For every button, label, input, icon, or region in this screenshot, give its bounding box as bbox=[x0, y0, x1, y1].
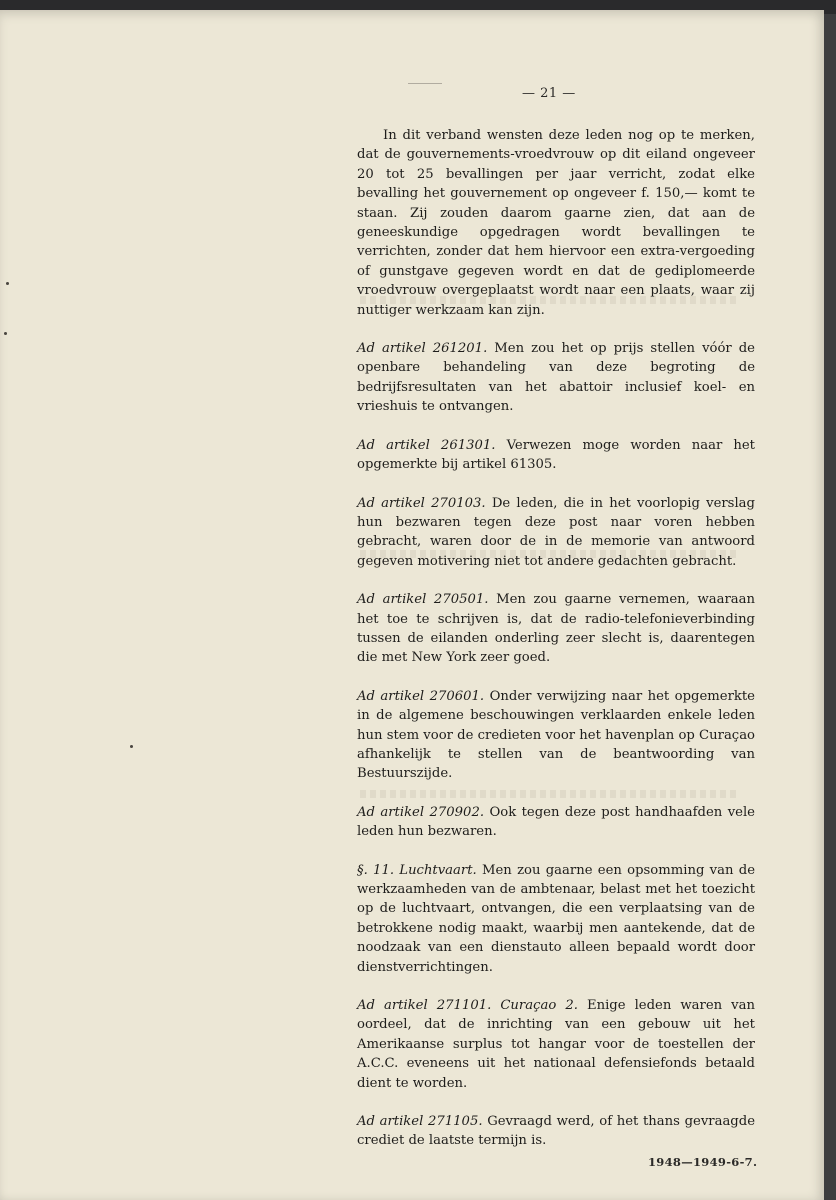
article-reference: Ad artikel 270902. bbox=[357, 804, 485, 820]
header-rule bbox=[408, 83, 442, 84]
paragraph bbox=[357, 861, 755, 977]
article-reference: Ad artikel 270103. bbox=[357, 495, 486, 511]
paragraph bbox=[357, 126, 755, 320]
margin-speck bbox=[130, 745, 133, 748]
body-text bbox=[357, 126, 758, 1170]
paragraph bbox=[357, 436, 755, 475]
paragraph bbox=[357, 687, 755, 784]
article-reference: Ad artikel 271105. bbox=[357, 1114, 483, 1130]
paragraph-text: In dit verband wensten deze leden nog op te merken, dat de gouvernements-vroedvrouw op dit eiland ongeveer 20 tot 25 bevallingen per jaar verricht, zodat elke bevalling het gouvernement op ongeveer f. 150,— komt te staan. Zij zouden daarom gaarne zien, dat aan de geneeskundige opgedragen wordt bevallingen te verrichten, zonder dat hem hiervoor een extra-vergoeding of gunstgave gegeven wordt en dat de gediplomeerde vroedvrouw overgeplaatst wordt naar een plaats, waar zij nuttiger werkzaam kan zijn. bbox=[357, 128, 755, 318]
paragraph-text: Verwezen moge worden naar het opgemerkte bij artikel 61305. bbox=[357, 437, 755, 473]
document-page bbox=[0, 10, 824, 1200]
paragraph bbox=[357, 494, 755, 572]
paragraph bbox=[357, 996, 755, 1093]
section-heading: §. 11. Luchtvaart. bbox=[357, 862, 477, 878]
article-reference: Ad artikel 270501. bbox=[357, 592, 489, 608]
print-code: 1948—1949-6-7. bbox=[648, 1155, 758, 1169]
paragraph bbox=[357, 1112, 755, 1151]
paragraph-text: Ook tegen deze post handhaafden vele leden hun bezwaren. bbox=[357, 804, 755, 840]
paragraph-text: Men zou gaarne vernemen, waaraan het toe te schrijven is, dat de radio-telefonieverbinding tussen de eilanden onderling zeer slecht is, daarentegen die met New York zeer goed. bbox=[357, 592, 755, 666]
page-number: — 21 — bbox=[522, 86, 576, 101]
paragraph bbox=[357, 339, 755, 417]
article-reference: Ad artikel 261301. bbox=[357, 437, 496, 453]
margin-speck bbox=[6, 282, 9, 285]
paragraph bbox=[357, 590, 755, 668]
article-reference: Ad artikel 261201. bbox=[357, 341, 488, 357]
article-reference: Ad artikel 270601. bbox=[357, 688, 485, 704]
paragraph-text: Men zou gaarne een opsomming van de werkzaamheden van de ambtenaar, belast met het toezicht op de luchtvaart, ontvangen, die een verplaatsing van de betrokkene nodig maakt, waarbij men aantekende, dat de noodzaak van een dienstauto alleen bepaald wordt door dienstverrichtingen. bbox=[357, 862, 755, 975]
paragraph-text: De leden, die in het voorlopig verslag hun bezwaren tegen deze post naar voren hebben gebracht, waren door de in de memorie van antwoord gegeven motivering niet tot andere gedachten gebracht. bbox=[357, 495, 755, 569]
paragraph-text: Enige leden waren van oordeel, dat de inrichting van een gebouw uit het Amerikaanse surplus tot hangar voor de toestellen der A.C.C. eveneens uit het nationaal defensiefonds betaald dient te worden. bbox=[357, 998, 755, 1091]
paragraph-text: Onder verwijzing naar het opgemerkte in de algemene beschouwingen verklaarden enkele leden hun stem voor de credieten voor het havenplan op Curaçao afhankelijk te stellen van de beantwoording van Bestuurszijde. bbox=[357, 688, 755, 782]
paragraph-text: Men zou het op prijs stellen vóór de openbare behandeling van deze begroting de bedrijfsresultaten van het abattoir inclusief koel- en vrieshuis te ontvangen. bbox=[357, 341, 755, 415]
margin-speck bbox=[4, 332, 7, 335]
paragraph-text: Gevraagd werd, of het thans gevraagde crediet de laatste termijn is. bbox=[357, 1114, 755, 1149]
article-reference: Ad artikel 271101. Curaçao 2. bbox=[357, 998, 578, 1014]
paragraph bbox=[357, 803, 755, 842]
